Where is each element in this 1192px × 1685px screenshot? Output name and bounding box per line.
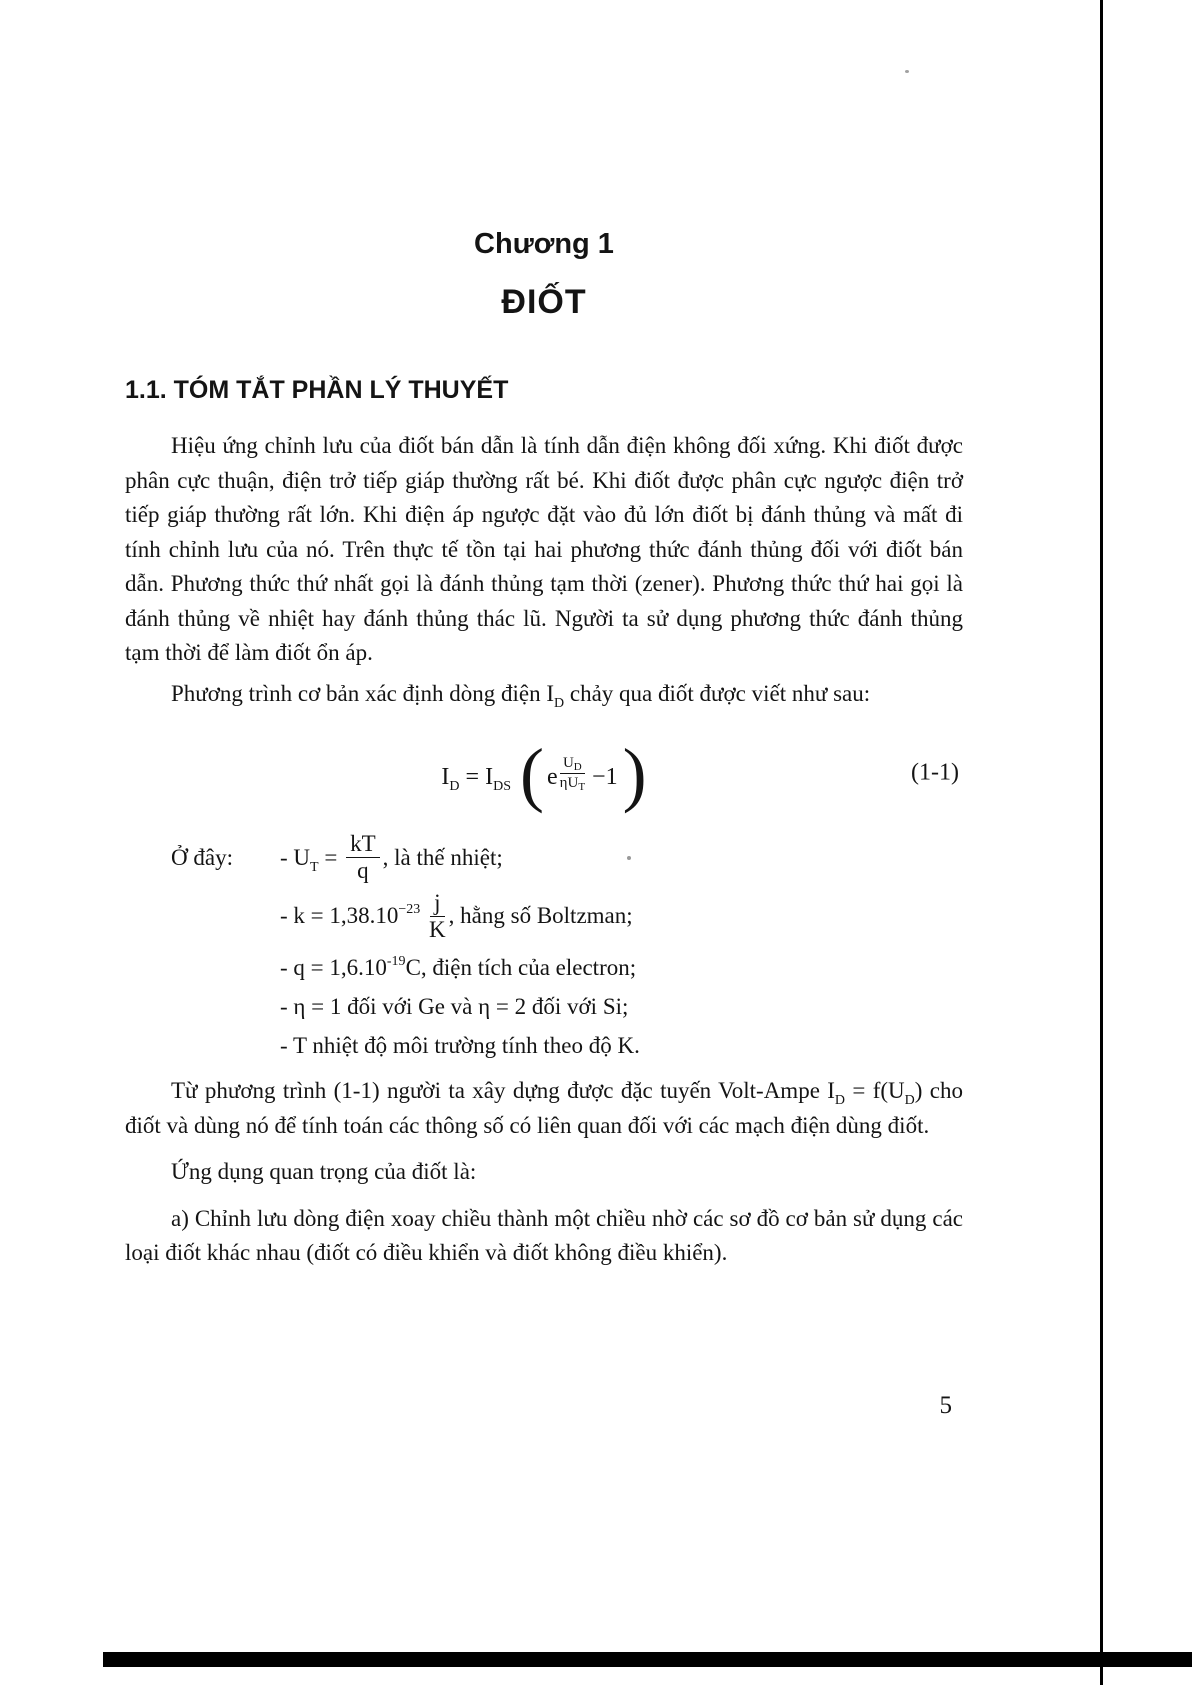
equation-lhs	[441, 764, 511, 794]
math-var: ηU	[559, 775, 579, 791]
equals-sign: =	[324, 844, 338, 870]
definition-eta-factor	[125, 989, 963, 1025]
fraction-denominator: K	[429, 916, 446, 942]
math-var: I	[441, 764, 450, 790]
definition-electron-charge	[125, 950, 963, 986]
text-run: - k = 1,38.10	[280, 903, 399, 929]
chapter-label: Chương 1	[474, 228, 614, 260]
scan-artifact-vertical-line	[1100, 0, 1103, 1685]
text-run: ) cho điốt và dùng nó để tính toán các thông số có liên quan đối với các mạch điện dùng điốt.	[125, 1078, 963, 1138]
definition-item: - T nhiệt độ môi trường tính theo độ K.	[280, 1033, 640, 1059]
subscript: D	[449, 779, 460, 794]
subscript: D	[834, 1093, 846, 1109]
definition-item: - η = 1 đối với Ge và η = 2 đối với Si;	[280, 994, 629, 1020]
text-run: = f(U	[845, 1078, 905, 1104]
definition-item	[280, 831, 503, 884]
subscript: D	[573, 761, 582, 773]
math-var: U	[562, 755, 574, 771]
scan-speck	[905, 70, 909, 73]
subscript: D	[554, 695, 565, 711]
text-run: - q = 1,6.10	[280, 955, 387, 981]
definition-item	[280, 889, 633, 942]
text-run: Phương trình cơ bản xác định dòng điện I	[171, 680, 555, 706]
superscript: −23	[398, 902, 421, 918]
paragraph-applications-lead: Ứng dụng quan trọng của điốt là:	[171, 1159, 477, 1185]
fraction-numerator: j	[430, 890, 444, 917]
superscript: -19	[386, 954, 406, 970]
equals-sign: =	[465, 764, 480, 790]
equation-number: (1-1)	[911, 759, 959, 786]
scan-speck	[627, 856, 631, 860]
definitions-list	[125, 833, 963, 1064]
subscript: T	[310, 859, 319, 875]
page-number: 5	[939, 1392, 952, 1419]
chapter-title: ĐIỐT	[501, 283, 587, 321]
subscript: D	[904, 1093, 915, 1109]
definition-temperature	[125, 1028, 963, 1064]
definition-item	[280, 955, 636, 980]
text-run: Từ phương trình (1-1) người ta xây dựng được đặc tuyến Volt-Ampe I	[171, 1078, 835, 1104]
paragraph-application-a: a) Chỉnh lưu dòng điện xoay chiều thành một chiều nhờ các sơ đồ cơ bản sử dụng các loại điốt khác nhau (điốt có điều khiển và điốt không điều khiển).	[125, 1205, 963, 1266]
text-run: , là thế nhiệt;	[382, 844, 503, 870]
here-label: Ở đây:	[171, 844, 233, 870]
fraction-numerator	[560, 754, 585, 774]
math-var: I	[485, 764, 494, 790]
bullet-dash: -	[280, 844, 288, 870]
paragraph-equation-lead	[125, 677, 963, 712]
equation-exponential-term	[547, 754, 618, 792]
equation-1-1: $I_D = I_{DS}$ ( e $\frac{U_D}{\eta U_T}$ −1 )	[441, 734, 647, 814]
definition-boltzmann-constant	[125, 889, 963, 945]
fraction	[429, 890, 446, 943]
equation-block	[125, 723, 963, 823]
math-var: U	[293, 844, 311, 870]
exponent-fraction	[560, 754, 585, 792]
subscript: DS	[493, 779, 511, 794]
math-var: e	[546, 764, 558, 790]
paragraph-volt-ampe	[125, 1074, 963, 1143]
section-heading: 1.1. TÓM TẮT PHẦN LÝ THUYẾT	[125, 376, 509, 404]
paragraph-intro: Hiệu ứng chỉnh lưu của điốt bán dẫn là tính dẫn điện không đối xứng. Khi điốt được phân cực thuận, điện trở tiếp giáp thường rất bé. Khi điốt được phân cực ngược điện trở tiếp giáp thường rất lớn. Khi điện áp ngược đặt vào đủ lớn điốt bị đánh thủng và mất đi tính chỉnh lưu của nó. Trên thực tế tồn tại hai phương thức đánh thủng đối với điốt bán dẫn. Phương thức thứ nhất gọi là đánh thủng tạm thời (zener). Phương thức thứ hai gọi là đánh thủng về nhiệt hay đánh thủng thác lũ. Người ta sử dụng phương thức đánh thủng tạm thời để làm điốt ổn áp.	[125, 433, 963, 665]
scan-artifact-bottom-bar	[103, 1652, 1192, 1667]
text-column	[125, 0, 963, 1271]
definition-thermal-voltage	[125, 833, 963, 886]
text-run: chảy qua điốt được viết như sau:	[564, 680, 871, 706]
fraction-denominator	[560, 774, 585, 792]
fraction	[346, 831, 380, 884]
subscript: T	[578, 781, 586, 793]
fraction-denominator: q	[357, 858, 369, 884]
minus-one-term: −1	[592, 764, 618, 790]
fraction-numerator: kT	[346, 831, 380, 858]
text-run: , hằng số Boltzman;	[448, 903, 633, 929]
text-run: C, điện tích của electron;	[405, 955, 637, 981]
